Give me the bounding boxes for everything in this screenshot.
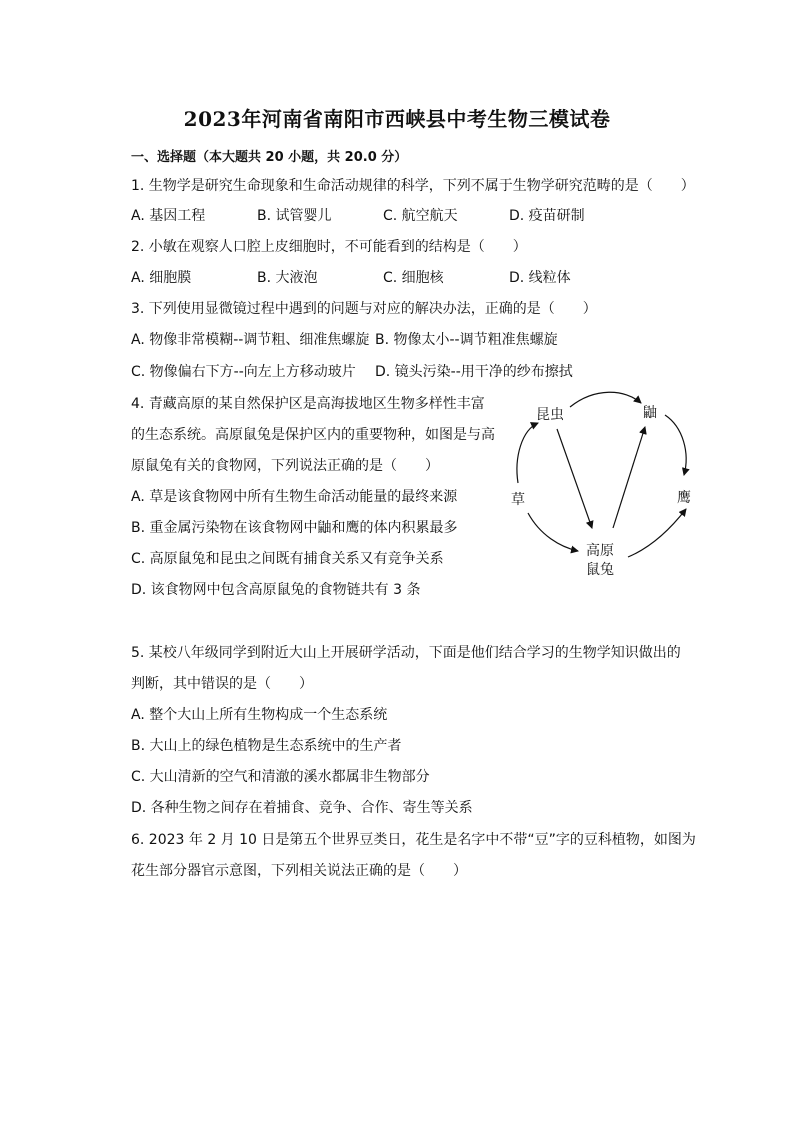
node-eagle: 鹰	[677, 490, 691, 506]
q1-option-b: B. 试管婴儿	[257, 208, 332, 224]
page-title: 2023年河南省南阳市西峡县中考生物三模试卷	[183, 107, 611, 131]
q1-options	[131, 206, 585, 226]
q5-option-c: C. 大山清新的空气和清澈的溪水都属非生物部分	[131, 769, 430, 785]
q4-stem-line-2: 的生态系统。高原鼠兔是保护区内的重要物种，如图是与高	[131, 427, 495, 443]
q1-option-c: C. 航空航天	[383, 208, 458, 224]
arrow-pika-to-eagle	[628, 509, 686, 557]
arrow-pika-to-weasel	[613, 427, 645, 528]
q5-option-b: B. 大山上的绿色植物是生态系统中的生产者	[131, 738, 402, 754]
q6-stem-line-2: 花生部分器官示意图，下列相关说法正确的是（ ）	[131, 863, 467, 879]
arrow-insect-to-pika	[557, 429, 592, 528]
q2-option-d: D. 线粒体	[509, 270, 571, 286]
arrow-grass-to-insect	[517, 423, 538, 483]
q3-option-c: C. 物像偏右下方--向左上方移动玻片	[131, 364, 356, 380]
q3-option-d: D. 镜头污染--用干净的纱布擦拭	[375, 364, 573, 380]
q1-option-d: D. 疫苗研制	[509, 208, 585, 224]
q6-stem-line-1: 6. 2023 年 2 月 10 日是第五个世界豆类日，花生是名字中不带“豆”字的豆科植物，如图为	[131, 832, 696, 848]
q2-option-a: A. 细胞膜	[131, 270, 192, 286]
q3-option-b: B. 物像太小--调节粗准焦螺旋	[375, 332, 558, 348]
q3-stem: 3. 下列使用显微镜过程中遇到的问题与对应的解决办法，正确的是（ ）	[131, 301, 597, 317]
q4-stem-line-1: 4. 青藏高原的某自然保护区是高海拔地区生物多样性丰富	[131, 396, 485, 412]
q1-stem: 1. 生物学是研究生命现象和生命活动规律的科学，下列不属于生物学研究范畴的是（ ）	[131, 178, 695, 194]
food-web-diagram	[500, 385, 710, 585]
node-grass: 草	[511, 492, 525, 508]
q2-stem: 2. 小敏在观察人口腔上皮细胞时，不可能看到的结构是（ ）	[131, 239, 527, 255]
section-heading: 一、选择题（本大题共 20 小题，共 20.0 分）	[131, 150, 408, 165]
arrow-grass-to-pika	[528, 513, 578, 551]
q4-stem-line-3: 原鼠兔有关的食物网，下列说法正确的是（ ）	[131, 458, 439, 474]
q4-option-a: A. 草是该食物网中所有生物生命活动能量的最终来源	[131, 489, 458, 505]
q1-option-a: A. 基因工程	[131, 208, 206, 224]
q3-options-row2	[131, 362, 573, 382]
node-insect: 昆虫	[536, 407, 564, 423]
q2-option-c: C. 细胞核	[383, 270, 444, 286]
q4-option-c: C. 高原鼠兔和昆虫之间既有捕食关系又有竞争关系	[131, 551, 444, 567]
q2-options	[131, 268, 571, 288]
node-weasel: 鼬	[643, 405, 657, 421]
q5-option-d: D. 各种生物之间存在着捕食、竞争、合作、寄生等关系	[131, 800, 473, 816]
q4-option-b: B. 重金属污染物在该食物网中鼬和鹰的体内积累最多	[131, 520, 458, 536]
q5-option-a: A. 整个大山上所有生物构成一个生态系统	[131, 707, 388, 723]
arrow-weasel-to-eagle	[665, 415, 686, 475]
node-pika-line-1: 高原	[586, 543, 614, 559]
q5-stem-line-1: 5. 某校八年级同学到附近大山上开展研学活动，下面是他们结合学习的生物学知识做出的	[131, 645, 681, 661]
arrow-insect-to-weasel	[570, 392, 641, 407]
q3-options-row1	[131, 330, 558, 350]
q5-stem-line-2: 判断，其中错误的是（ ）	[131, 676, 313, 692]
q3-option-a: A. 物像非常模糊--调节粗、细准焦螺旋	[131, 332, 370, 348]
q2-option-b: B. 大液泡	[257, 270, 318, 286]
q4-option-d: D. 该食物网中包含高原鼠兔的食物链共有 3 条	[131, 582, 421, 598]
node-pika-line-2: 鼠兔	[586, 562, 614, 578]
